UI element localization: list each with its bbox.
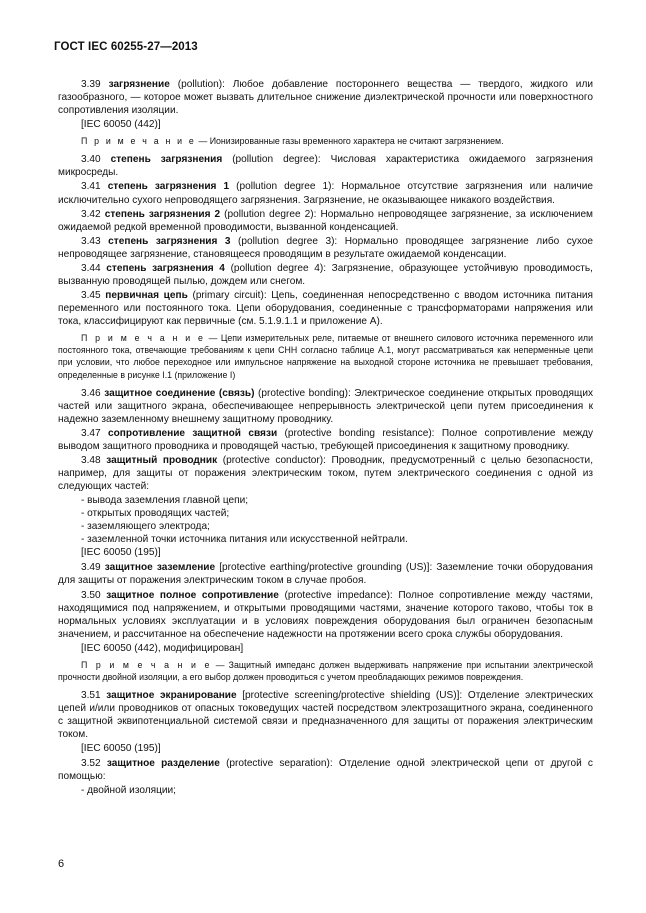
term: защитное заземление [104, 562, 216, 574]
definition-3-45 [58, 289, 593, 328]
definition-3-50 [58, 589, 593, 641]
clause-number: 3.46 [81, 387, 101, 399]
term: защитный проводник [106, 455, 218, 467]
term: степень загрязнения 4 [106, 262, 225, 274]
term: степень загрязнения 2 [104, 208, 221, 220]
term: степень загрязнения [110, 154, 223, 166]
list-item: - двойной изоляции; [81, 785, 176, 797]
page-number: 6 [58, 858, 65, 870]
definition-text: (pollution): Любое добавление постороннего вещества — твердого, жидкого или газообразного, — которое может вызвать длительное снижение диэлектрической прочности или поверхностного сопротивления изоляции. [58, 79, 593, 117]
list-item: - заземляющего электрода; [81, 521, 210, 533]
definition-text: (protective bonding): Электрическое соединение открытых проводящих частей или защитного экрана, обеспечивающее непрерывность электрической цепи путем присоединения к надежно заземленному внешнему защитному проводнику. [58, 387, 594, 425]
reference: [IEC 60050 (195)] [81, 743, 161, 755]
definition-text: (pollution degree): Числовая характеристика ожидаемого загрязнения микросреды. [58, 154, 593, 179]
reference: [IEC 60050 (442)] [81, 119, 161, 131]
term: загрязнение [108, 79, 170, 90]
definition-3-48 [58, 454, 593, 493]
term: степень загрязнения 3 [108, 235, 231, 247]
note [58, 135, 593, 147]
clause-number: 3.40 [81, 154, 101, 166]
definition-3-43 [58, 235, 593, 261]
clause-number: 3.51 [81, 690, 101, 702]
definition-text: (primary circuit): Цепь, соединенная непосредственно с вводом источника питания переменного или постоянного тока. Цепи оборудования, соединенные с трансформаторами напряжения или тока, классифицируют как первичные (см. 5.1.9.1.1 и приложение А). [58, 289, 593, 327]
note [58, 332, 593, 381]
definition-text: [protective earthing/protective grounding (US)]: Заземление точки оборудования для защиты от поражения электрическим током в случае пробоя. [58, 562, 593, 587]
definition-3-40 [58, 153, 593, 179]
reference: [IEC 60050 (442), модифицирован] [81, 642, 244, 654]
reference: [IEC 60050 (195)] [81, 547, 161, 559]
clause-number: 3.49 [81, 562, 101, 574]
clause-number: 3.52 [81, 758, 101, 770]
definition-text: (pollution degree 3): Нормально проводящее загрязнение либо сухое непроводящее загрязнение, становящееся проводящим в результате ожидаемой конденсации. [58, 235, 593, 260]
term: защитное экранирование [106, 690, 237, 702]
note-label: П р и м е ч а н и е [81, 333, 206, 343]
note-text: — Цепи измерительных реле, питаемые от внешнего силового источника переменного или постоянного тока, отвечающие требованиям к цепи СНН согласно таблице А.1, могут рассматриваться как неперменные цепи при условии, что любое переходное или импульсное напряжение на выходной стороне источника не превышает требования, определенные в рисунке I.1 (приложение I) [58, 333, 593, 380]
definition-3-47 [58, 427, 593, 453]
definition-3-49 [58, 561, 593, 587]
document-header: ГОСТ IEC 60255-27—2013 [54, 41, 198, 53]
definition-3-42 [58, 208, 593, 234]
clause-number: 3.42 [81, 208, 101, 220]
definition-3-46 [58, 387, 593, 426]
definition-text: (protective conductor): Проводник, предусмотренный с целью безопасности, например, для защиты от поражения электрическим током, путем электрического соединения с одной из следующих частей: [58, 455, 593, 493]
definition-3-39 [58, 78, 593, 117]
note-label: П р и м е ч а н и е [81, 136, 197, 147]
definition-text: (pollution degree 1): Нормальное отсутствие загрязнения или наличие исключительно сухого непроводящего загрязнения. Загрязнение, не оказывающее никакого воздействия. [58, 181, 594, 206]
definition-text: (pollution degree 4): Загрязнение, образующее устойчивую проводимость, вызванную проводящей пылью, дождем или снегом. [58, 262, 593, 287]
clause-number: 3.50 [81, 589, 101, 601]
definition-text: [protective screening/protective shielding (US)]: Отделение электрических цепей и/или проводников от опасных токоведущих частей посредством электрозащитного экрана, соединенного с защитной эквипотенциальной системой связи и предназначенного для защиты от поражения электрическим током. [58, 690, 593, 741]
clause-number: 3.48 [81, 455, 101, 467]
definition-3-51 [58, 689, 593, 741]
term: степень загрязнения 1 [107, 181, 230, 193]
note-text: — Ионизированные газы временного характера не считают загрязнением. [198, 136, 504, 147]
definition-3-52 [58, 757, 593, 783]
term: первичная цепь [105, 289, 188, 301]
list-item: - открытых проводящих частей; [81, 508, 230, 520]
definition-text: (pollution degree 2): Нормально непроводящее загрязнение, за исключением ожидаемой редкой временной проводимости, вызванной конденсацией. [58, 208, 593, 233]
term: защитное соединение (связь) [104, 387, 255, 399]
list-item: - вывода заземления главной цепи; [81, 495, 249, 507]
definition-text: (protective separation): Отделение одной электрической цепи от другой с помощью: [58, 758, 593, 783]
clause-number: 3.43 [81, 235, 101, 247]
document-body [58, 78, 593, 798]
note-text: — Защитный импеданс должен выдерживать напряжение при испытании электрической прочности двойной изоляции, а его выбор должен проводиться с учетом преобладающих режимов повреждения. [58, 659, 593, 682]
term: защитное полное сопротивление [106, 589, 279, 601]
list-item: - заземленной точки источника питания или искусственной нейтрали. [81, 534, 408, 546]
clause-number: 3.44 [81, 262, 101, 274]
definition-3-41 [58, 180, 593, 206]
clause-number: 3.45 [81, 289, 101, 301]
term: защитное разделение [106, 758, 220, 770]
definition-3-44 [58, 262, 593, 288]
definition-text: (protective bonding resistance): Полное сопротивление между выводом защитного проводника и проводящей частью, требующей присоединения к защитному проводнику. [58, 427, 594, 452]
clause-number: 3.41 [81, 181, 101, 193]
note-label: П р и м е ч а н и е [81, 659, 212, 670]
note [58, 659, 593, 683]
term: сопротивление защитной связи [108, 427, 278, 439]
clause-number: 3.39 [81, 79, 101, 90]
definition-text: (protective impedance): Полное сопротивление между частями, находящимися под напряжением, и открытыми проводящими частями, значение которого таково, чтобы ток в нормальных условиях эксплуатации и в условиях повреждения оборудования был ограничен безопасным значением, и рассчитанное на обеспечение надежности на протяжении всего срока службы оборудования. [58, 589, 594, 640]
clause-number: 3.47 [81, 427, 101, 439]
